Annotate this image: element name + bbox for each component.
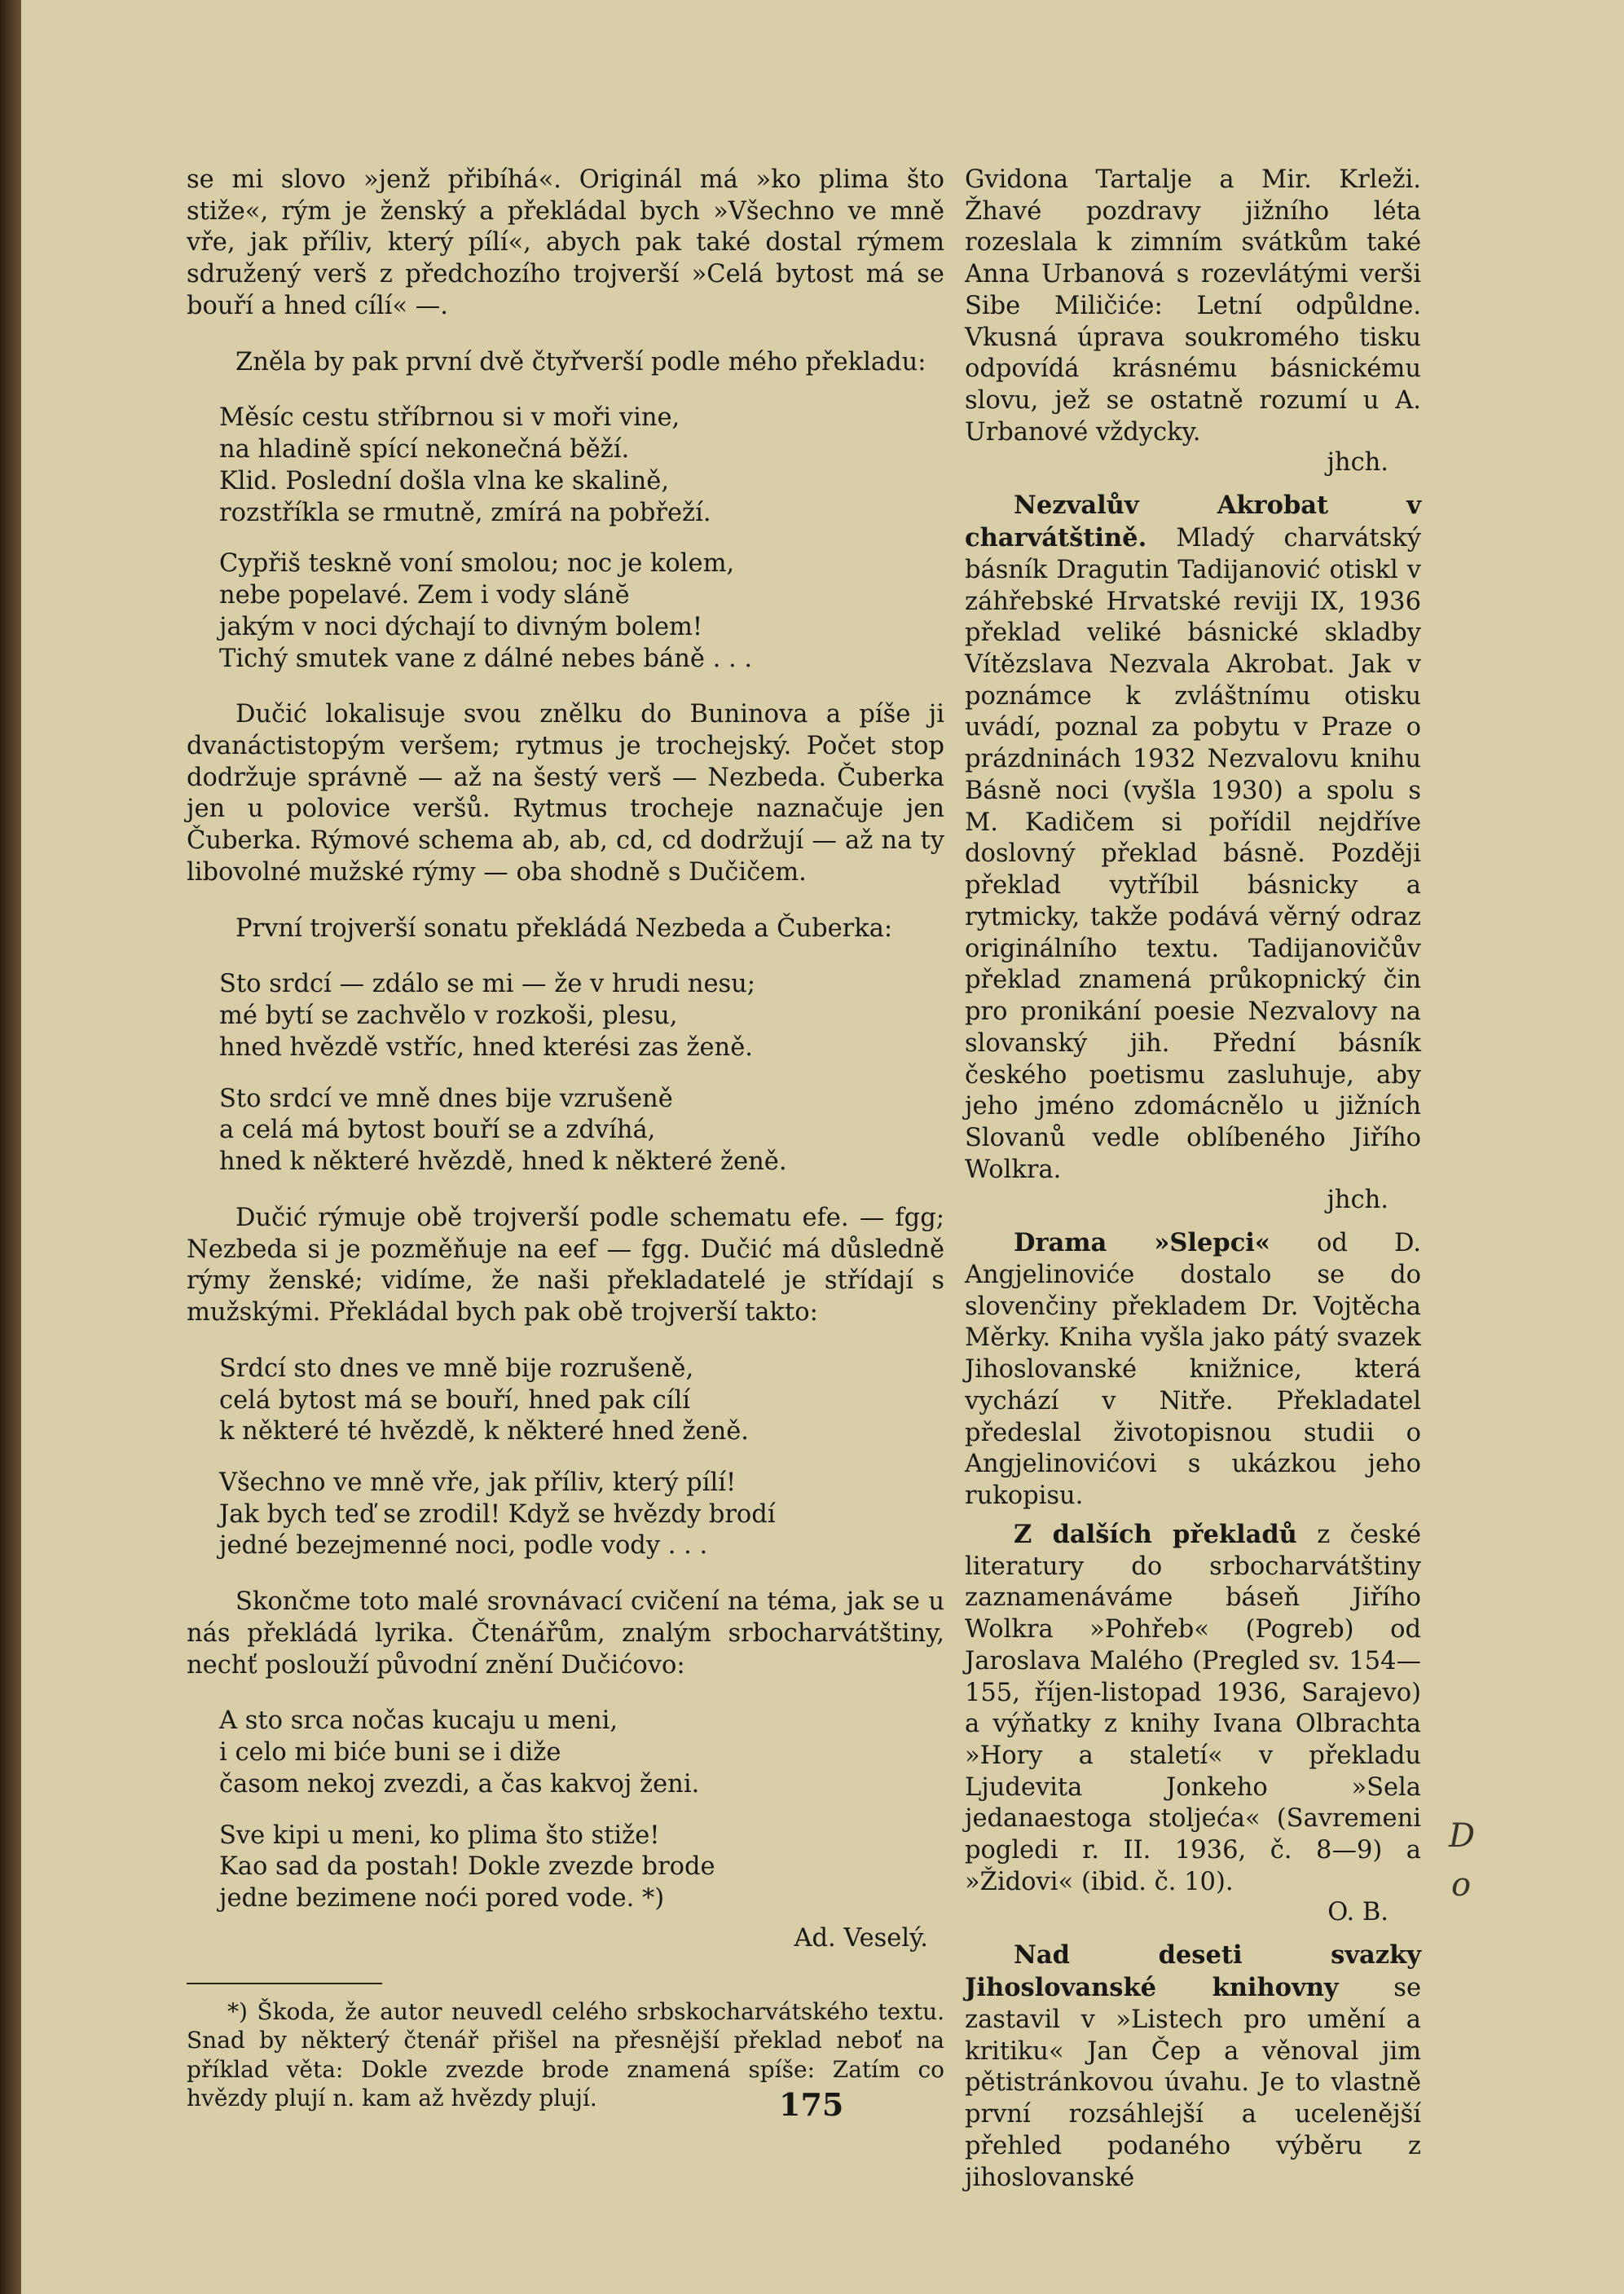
signature: O. B. [1327,1897,1389,1926]
verse-line: Sve kipi u meni, ko plima što stiže! [219,1821,660,1850]
news-item [965,1519,1421,1899]
verse-line: nebe popelavé. Zem i vody slánĕ [219,581,630,610]
verse-line: Jak bych teď se zrodil! Když se hvězdy brodí [219,1499,776,1529]
book-spine [0,0,21,2294]
footnote: *) Škoda, že autor neuvedl celého srbskocharvátského textu. Snad by některý čtenář přišel na přesnější překlad neboť na příklad věta: Dokle zvezde brode znamená spíše: Zatím co hvězdy plují n. kam až hvězdy plují. [187,1997,944,2112]
verse-line: jedné bezejmenné noci, podle vody . . . [219,1531,708,1561]
paragraph: Gvidona Tartalje a Mir. Krleži. Žhavé pozdravy jižního léta rozeslala k zimním svátkům také Anna Urbanová s rozevlátými verši Sibe Miličiće: Letní odpůldne. Vkusná úprava soukromého tisku odpovídá krásnému básnickému slovu, jež se ostatně rozumí u A. Urbanové vždycky. [965,165,1421,447]
paragraph: se mi slovo »jenž přibíhá«. Originál má »ko plima što stiže«, rým je ženský a překládal bych »Všechno ve mně vře, jak příliv, který pílí«, abych pak také dostal rýmem sdružený verš z předchozího trojverší »Celá bytost má se bouří a hned cílí« —. [187,165,944,320]
poem [219,1354,944,1562]
stanza [219,969,944,1063]
stanza [219,1821,944,1915]
news-item [965,1940,1421,2194]
news-body: z české literatury do srbocharvátštiny zaznamenáváme báseň Jiřího Wolkra »Pohřeb« (Pogreb) od Jaroslava Malého (Pregled sv. 154—155, říjen-listopad 1936, Sarajevo) a výňatky z knihy Ivana Olbrachta »Hory a staletí« v překladu Ljudevita Jonkeho »Sela jedanaestoga stoljeća« (Savremeni pogledi r. II. 1936, č. 8—9) a »Židovi« (ibid. č. 10). [965,1520,1421,1896]
margin-mark: o [1451,1866,1472,1904]
news-heading: Nad deseti svazky Jihoslovanské knihovny [965,1940,1421,2003]
footnote-rule [187,1983,382,1984]
verse-line: hned k některé hvězdě, hned k některé ženě. [219,1147,787,1177]
verse-line: Tichý smutek vane z dálné nebes báně . . . [219,644,753,673]
news-body: se zastavil v »Listech pro umění a kritiku« Jan Čep a věnoval jim pětistránkovou úvahu. Je to vlastně první rozsáhlejší a ucelenější přehled podaného výběru z jihoslovanské [965,1974,1421,2192]
verse-line: jakým v noci dýchají to divným bolem! [219,612,703,641]
news-body: Mladý charvátský básník Dragutin Tadijanović otiskl v záhřebské Hrvatské reviji IX, 1936 překlad veliké básnické skladby Vítězslava Nezvala Akrobat. Jak v poznámce k zvláštnímu otisku uvádí, poznal za pobytu v Praze o prázdninách 1932 Nezvalovu knihu Básně noci (vyšla 1930) a spolu s M. Kadičem si pořídil nejdříve doslovný překlad básně. Později překlad vytříbil básnicky a rytmicky, takže podává věrný odraz originálního textu. Tadijanovičův překlad znamená průkopnický čin pro pronikání poesie Nezvalovy na slovanský jih. Přední básník českého poetismu zasluhuje, aby jeho jméno zdomácnělo u jižních Slovanů vedle oblíbeného Jiřího Wolkra. [965,524,1421,1184]
verse-line: Měsíc cestu stříbrnou si v moři vine, [219,403,680,433]
paragraph: Dučić lokalisuje svou znělku do Buninova a píše ji dvanáctistopým veršem; rytmus je trochejský. Počet stop dodržuje správně — až na šestý verš — Nezbeda. Čuberka jen u polovice veršů. Rytmus trocheje naznačuje jen Čuberka. Rýmové schema ab, ab, cd, cd dodržují — až na ty libovolné mužské rýmy — oba shodně s Dučičem. [187,700,944,887]
stanza [219,403,944,529]
verse-line: i celo mi biće buni se i diže [219,1738,561,1768]
verse-line: Srdcí sto dnes ve mně bije rozrušeně, [219,1354,694,1383]
verse-line: jedne bezimene noći pored vode. *) [219,1884,665,1913]
stanza [219,1706,944,1800]
verse-line: Všechno ve mně vře, jak příliv, který pílí! [219,1468,737,1497]
right-column [965,165,1421,2218]
left-column [187,165,944,2113]
paragraph: První trojverší sonatu překládá Nezbeda a Čuberka: [235,914,893,943]
stanza [219,1084,944,1178]
verse-line: rozstříkla se rmutně, zmírá na pobřeží. [219,498,711,527]
verse-line: Sto srdcí — zdálo se mi — že v hrudi nesu; [219,970,756,999]
verse-line: k některé té hvězdě, k některé hned ženě. [219,1417,749,1446]
verse-line: časom nekoj zvezdi, a čas kakvoj ženi. [219,1769,700,1799]
signature: jhch. [1327,447,1389,477]
margin-mark: D [1449,1817,1476,1855]
paragraph: Skončme toto malé srovnávací cvičení na téma, jak se u nás překládá lyrika. Čtenářům, znalým srbocharvátštiny, nechť poslouží původní znění Dučićovo: [187,1587,944,1680]
news-item [965,1227,1421,1512]
author-signature: Ad. Veselý. [794,1923,928,1953]
book-page [21,0,1624,2294]
verse-line: a celá má bytost bouří se a zdvíhá, [219,1116,656,1145]
news-heading: Drama »Slepci« [1014,1228,1270,1258]
news-heading: Z dalších překladů [1014,1519,1297,1549]
verse-line: Kao sad da postah! Dokle zvezde brode [219,1852,715,1882]
paragraph: Zněla by pak první dvě čtyřverší podle mého překladu: [235,347,926,376]
poem [219,1706,944,1914]
page-number: 175 [779,2086,844,2123]
signature: jhch. [1327,1185,1389,1214]
stanza [219,1354,944,1448]
poem [219,403,944,675]
verse-line: A sto srca nočas kucaju u meni, [219,1706,618,1736]
verse-line: Cypřiš teskně voní smolou; noc je kolem, [219,549,735,579]
news-item [965,490,1421,1186]
news-heading: Nezvalův Akrobat v charvátštině. [965,491,1421,553]
verse-line: hned hvězdě vstříc, hned kterési zas ženě. [219,1033,753,1062]
verse-line: Sto srdcí ve mně dnes bije vzrušeně [219,1084,673,1113]
verse-line: na hladině spící nekonečná běží. [219,435,630,465]
news-body: od D. Angjelinoviće dostalo se do slovenčiny překladem Dr. Vojtěcha Měrky. Kniha vyšla jako pátý svazek Jihoslovanské knižnice, která vychází v Nitře. Překladatel předeslal životopisnou studii o Angjelinovićovi s ukázkou jeho rukopisu. [965,1229,1422,1511]
poem [219,969,944,1178]
stanza [219,548,944,675]
verse-line: Klid. Poslední došla vlna ke skalině, [219,466,670,495]
verse-line: mé bytí se zachvělo v rozkoši, plesu, [219,1002,678,1031]
stanza [219,1468,944,1562]
paragraph: Dučić rýmuje obě trojverší podle schematu efe. — fgg; Nezbeda si je pozměňuje na eef — fgg. Dučić má důsledně rýmy ženské; vidíme, že naši překladatelé je střídají s mužskými. Překládal bych pak obě trojverší takto: [187,1203,944,1328]
verse-line: celá bytost má se bouří, hned pak cílí [219,1385,690,1415]
